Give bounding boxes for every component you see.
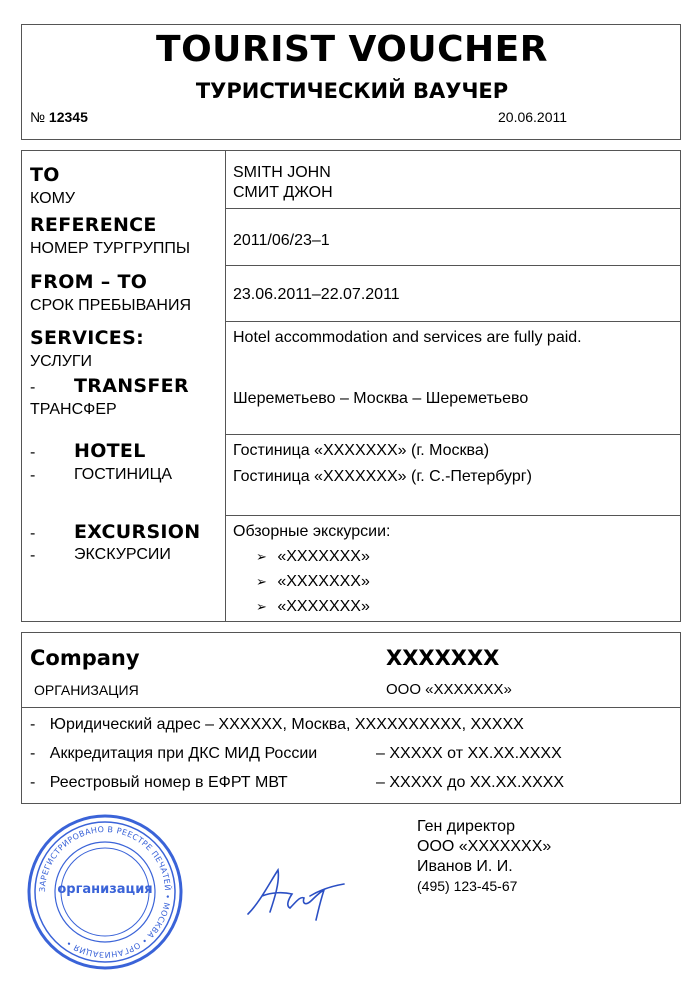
- hotel-label: HOTEL: [74, 440, 146, 462]
- line-dash: -: [30, 774, 36, 791]
- title-ru: ТУРИСТИЧЕСКИЙ ВАУЧЕР: [195, 79, 509, 103]
- reference-value: 2011/06/23–1: [233, 232, 330, 249]
- company-stamp: [25, 812, 185, 972]
- company-name-full: ООО «XXXXXXX»: [386, 681, 512, 698]
- excursion-item: [256, 548, 370, 566]
- arrow-bullet-icon: ➢: [256, 600, 267, 615]
- line-dash: -: [30, 745, 36, 762]
- title-en: TOURIST VOUCHER: [156, 29, 548, 70]
- column-divider: [225, 151, 226, 621]
- company-label: Company: [30, 646, 140, 670]
- company-box: [21, 632, 681, 804]
- excursion-item-text: «XXXXXXX»: [277, 548, 370, 565]
- header-box: [21, 24, 681, 140]
- row-divider: [225, 321, 680, 322]
- signatory-position: Ген директор: [417, 818, 515, 835]
- excursion-item-text: «XXXXXXX»: [277, 598, 370, 615]
- hotel-label-ru: ГОСТИНИЦА: [74, 466, 173, 483]
- excursion-title: Обзорные экскурсии:: [233, 523, 391, 540]
- to-label-ru: КОМУ: [30, 190, 76, 207]
- row-divider: [225, 265, 680, 266]
- to-value-ru: СМИТ ДЖОН: [233, 184, 333, 201]
- registry-value: – XXXXX до XX.XX.XXXX: [376, 774, 565, 791]
- reference-label: REFERENCE: [30, 214, 157, 236]
- voucher-number: [30, 109, 88, 125]
- voucher-date: 20.06.2011: [498, 109, 568, 125]
- transfer-label: TRANSFER: [74, 375, 189, 397]
- company-divider: [22, 707, 680, 708]
- number-value: 12345: [48, 109, 88, 125]
- accreditation-label: Аккредитация при ДКС МИД России: [49, 745, 318, 762]
- from-to-label-ru: СРОК ПРЕБЫВАНИЯ: [30, 297, 192, 314]
- registry-label: Реестровый номер в ЕФРТ МВТ: [49, 774, 288, 791]
- row-divider: [225, 434, 680, 435]
- stamp-center-text: организация: [57, 882, 153, 897]
- from-to-value: 23.06.2011–22.07.2011: [233, 286, 400, 303]
- line-dash: -: [30, 716, 36, 733]
- to-label: TO: [30, 164, 60, 186]
- services-value: Hotel accommodation and services are fully paid.: [233, 329, 582, 346]
- excursion-label-ru: ЭКСКУРСИИ: [74, 546, 171, 563]
- excursion-item: [256, 598, 370, 616]
- stamp-ring-text: ЗАРЕГИСТРИРОВАНО В РЕЕСТРЕ ПЕЧАТЕЙ • МОСКВА • ОРГАНИЗАЦИЯ •: [37, 824, 173, 960]
- signatory-name: Иванов И. И.: [417, 858, 513, 875]
- excursion-item-text: «XXXXXXX»: [277, 573, 370, 590]
- excursion-dash-ru: -: [30, 547, 36, 564]
- details-box: [21, 150, 681, 622]
- reference-label-ru: НОМЕР ТУРГРУППЫ: [30, 240, 191, 257]
- company-line: [30, 774, 288, 792]
- company-name: XXXXXXX: [386, 646, 500, 670]
- hotel-value-spb: Гостиница «XXXXXXX» (г. С.-Петербург): [233, 468, 532, 485]
- hotel-dash-ru: -: [30, 467, 36, 484]
- excursion-dash: -: [30, 525, 36, 542]
- hotel-value-moscow: Гостиница «XXXXXXX» (г. Москва): [233, 442, 490, 459]
- services-label: SERVICES:: [30, 327, 144, 349]
- transfer-value: Шереметьево – Москва – Шереметьево: [233, 390, 529, 407]
- signatory-phone: (495) 123-45-67: [417, 878, 518, 894]
- from-to-label: FROM – TO: [30, 271, 148, 293]
- row-divider: [225, 515, 680, 516]
- hotel-dash: -: [30, 444, 36, 461]
- signatory-org: ООО «XXXXXXX»: [417, 838, 552, 855]
- excursion-label: EXCURSION: [74, 521, 201, 543]
- number-prefix: №: [30, 109, 46, 125]
- transfer-label-ru: ТРАНСФЕР: [30, 401, 117, 418]
- company-line: [30, 745, 317, 763]
- company-line: [30, 716, 524, 734]
- accreditation-value: – XXXXX от XX.XX.XXXX: [376, 745, 562, 762]
- arrow-bullet-icon: ➢: [256, 550, 267, 565]
- company-label-ru: ОРГАНИЗАЦИЯ: [34, 682, 139, 698]
- signature-mark: [240, 862, 360, 922]
- services-label-ru: УСЛУГИ: [30, 353, 93, 370]
- transfer-dash: -: [30, 379, 36, 396]
- to-value-en: SMITH JOHN: [233, 164, 331, 181]
- legal-address: Юридический адрес – XXXXXX, Москва, XXXXXXXXXX, XXXXX: [49, 716, 524, 733]
- excursion-item: [256, 573, 370, 591]
- row-divider: [225, 208, 680, 209]
- arrow-bullet-icon: ➢: [256, 575, 267, 590]
